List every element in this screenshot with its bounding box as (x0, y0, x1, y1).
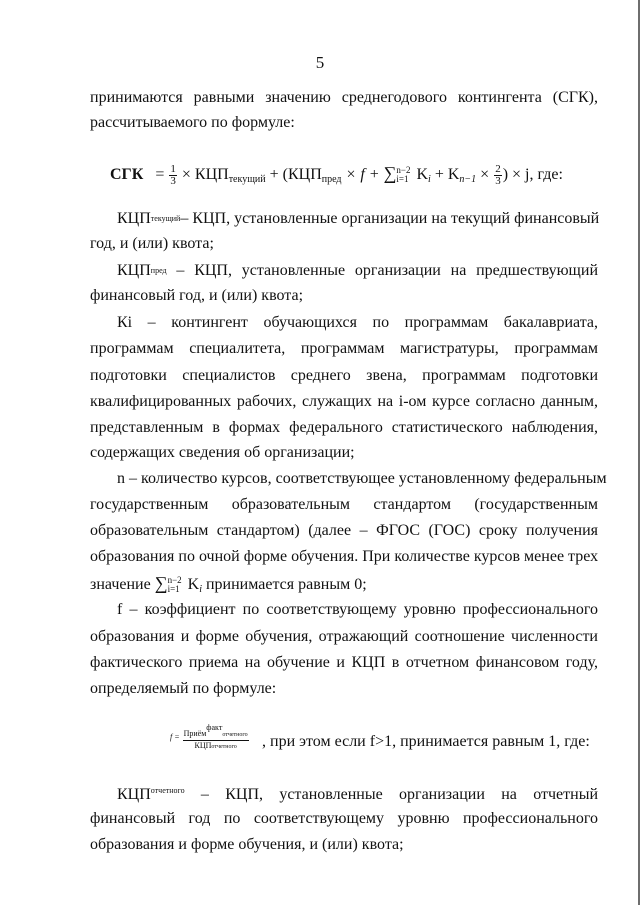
def-kcp-pred-line-1: КЦПпред – КЦП, установленные организации на предшествующий (117, 262, 599, 279)
def-ki-line-6: содержащих сведения об организации; (90, 444, 355, 461)
formula-fraction-2-3: $\frac{2}{3}$ (495, 162, 501, 187)
def-n-line-2: государственным образовательным стандартом (государственным (90, 496, 598, 513)
formula-sgk: СГК = $\frac{1}{3}$ × $КЦП_{текущий} + (КЦП_{пред} \times f$ + ∑ n−2 i=1 $K_i + K_{n-1}$ × $\frac{2}{3}$ ) × j, где: (110, 162, 563, 187)
sum-symbol: ∑ (383, 163, 397, 183)
sum-limits: n−2 i=1 (396, 165, 411, 185)
def-kcp-tek-line-1: КЦПтекущий– КЦП, установленные организации на текущий финансовый (117, 210, 600, 227)
def-f-line-2: образования и форме обучения, отражающий соотношение численности (90, 628, 598, 645)
intro-line-1: принимаются равными значению среднегодового контингента (СГК), (90, 89, 598, 106)
intro-line-2: рассчитываемого по формуле: (90, 114, 295, 131)
formula-f-condition: , при этом если f>1, принимается равным 1, где: (262, 733, 590, 750)
page-number: 5 (315, 53, 325, 72)
def-ki-line-3: подготовки специалистов среднего звена, программам подготовки (90, 367, 598, 384)
def-ki-line-1: Кi – контингент обучающихся по программам бакалавриата, (117, 314, 598, 331)
formula-eq: = (155, 166, 165, 183)
def-n-line-3: образовательным стандартом) (далее – ФГОС (ГОС) сроку получения (90, 522, 598, 539)
formula-f: f = $\frac{\text{Приёмфактотчетного}}{\text{КЦПотчетного}}$ (170, 723, 248, 750)
def-kcp-otch-line-3: образования и форме обучения, и (или) квота; (90, 836, 404, 853)
def-kcp-otch-line-1: $КЦП^{отчетного}$ – КЦП, установленные организации на отчетный (117, 786, 598, 803)
def-ki-line-4: квалифицированных рабочих, служащих на i-ом курсе согласно данным, (90, 393, 598, 410)
def-kcp-tek-line-2: год, и (или) квота; (90, 235, 214, 252)
def-n-line-5: значение ∑ n−2 i=1 $K_i$ принимается равным 0; (90, 573, 367, 595)
def-kcp-pred-line-2: финансовый год, и (или) квота; (90, 287, 304, 304)
formula-fraction-1-3: $\frac{1}{3}$ (170, 162, 176, 187)
def-kcp-otch-line-2: финансовый год по соответствующему уровню профессионального (90, 810, 598, 827)
def-ki-line-5: представленным в формах федерального статистического наблюдения, (90, 419, 598, 436)
def-f-line-3: фактического приема на обучение и КЦП в отчетном финансовом году, (90, 654, 598, 671)
def-ki-line-2: программам специалитета, программам магистратуры, программам (90, 340, 598, 357)
def-n-line-4: образования по очной форме обучения. При количестве курсов менее трех (90, 548, 599, 565)
def-f-line-4: определяемый по формуле: (90, 680, 277, 697)
formula-lhs: СГК (110, 166, 144, 183)
def-f-line-1: f – коэффициент по соответствующему уровню профессионального (117, 601, 598, 618)
def-n-line-1: n – количество курсов, соответствующее установленному федеральным (117, 470, 607, 487)
